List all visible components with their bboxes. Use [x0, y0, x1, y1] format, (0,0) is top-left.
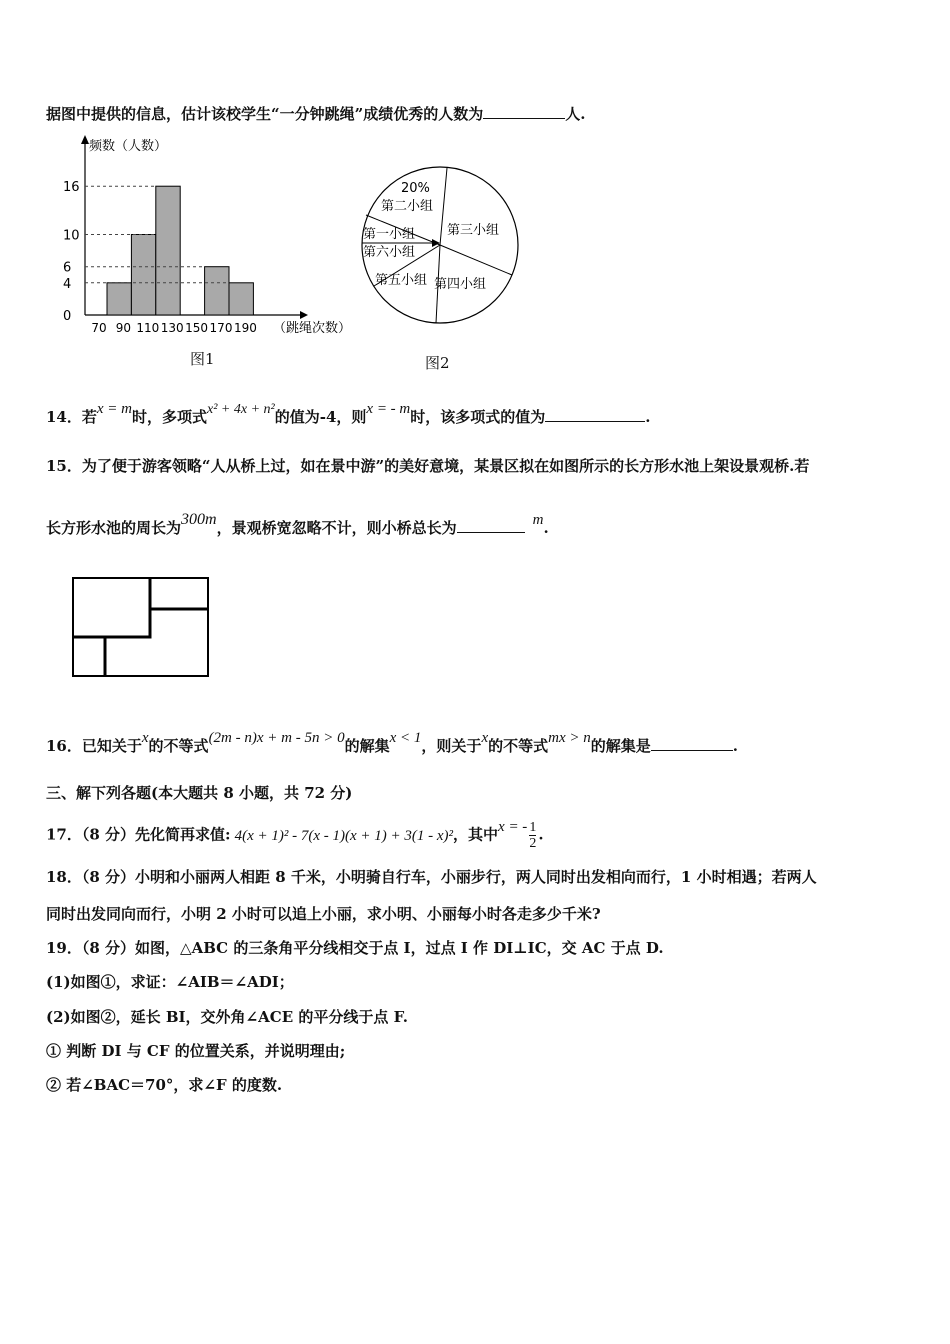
- histogram-bar: [156, 186, 180, 315]
- histogram-bar: [131, 235, 155, 316]
- histogram-figure: [55, 130, 375, 345]
- pie-group-label: 第四小组: [434, 277, 487, 292]
- question-18-line1: 18．（8 分）小明和小丽两人相距 8 千米，小明骑自行车，小丽步行，两人同时出发相向而行，1 小时相遇；若两人: [46, 868, 817, 886]
- answer-blank: [457, 518, 525, 533]
- y-tick-label: 0: [63, 309, 72, 324]
- question-19-line2: (1)如图①，求证：∠AIB＝∠ADI；: [46, 973, 294, 991]
- pie-figure: [355, 160, 525, 330]
- x-tick-label: 110: [136, 321, 160, 335]
- histogram-bar: [107, 283, 131, 315]
- question-17: 17．（8 分）先化简再求值: 4(x + 1)² - 7(x - 1)(x + 1) + 3(1 - x)²，其中x = - $\frac{1}{2}$ .: [46, 818, 544, 851]
- pie-divider: [440, 245, 512, 275]
- pie-chart: [362, 167, 518, 323]
- fraction: $\frac{1}{2}$: [529, 820, 537, 851]
- y-axis-label: 频数（人数）: [89, 139, 168, 154]
- question-16: 16．已知关于x的不等式(2m - n)x + m - 5n > 0的解集x < 1，则关于x的不等式mx > n的解集是 .: [46, 730, 738, 755]
- pie-group-label: 第六小组: [363, 245, 416, 260]
- intro-line: 据图中提供的信息，估计该校学生“一分钟跳绳”成绩优秀的人数为 人.: [46, 105, 586, 123]
- question-19-line3: (2)如图②，延长 BI，交外角∠ACE 的平分线于点 F.: [46, 1008, 408, 1026]
- histogram-chart: [63, 135, 351, 336]
- answer-blank: [651, 736, 733, 751]
- pie-group-label: 第二小组: [381, 199, 434, 214]
- question-15-line1: 15．为了便于游客领略“人从桥上过，如在景中游”的美好意境，某景区拟在如图所示的长方形水池上架设景观桥.若: [46, 457, 810, 475]
- x-tick-label: 130: [160, 321, 184, 335]
- histogram-bar: [205, 267, 229, 315]
- answer-blank: [483, 104, 565, 119]
- y-tick-label: 4: [63, 276, 72, 292]
- x-tick-label: 90: [115, 321, 132, 335]
- section-3-title: 三、解下列各题(本大题共 8 小题，共 72 分): [46, 784, 353, 802]
- x-axis-label: （跳绳次数）: [273, 321, 352, 336]
- question-19-line1: 19．（8 分）如图，△ABC 的三条角平分线相交于点 I，过点 I 作 DI⊥IC，交 AC 于点 D.: [46, 939, 664, 957]
- x-axis-arrow: [300, 311, 308, 319]
- pie-divider: [440, 168, 447, 245]
- x-tick-label: 150: [185, 321, 209, 335]
- pie-group-label: 第五小组: [375, 273, 428, 288]
- answer-blank: [545, 407, 645, 422]
- pie-group-label: 第一小组: [363, 227, 416, 242]
- figure1-caption: 图1: [190, 350, 215, 368]
- y-tick-label: 6: [63, 260, 72, 276]
- pool-diagram: [62, 572, 217, 682]
- pie-group-label: 第三小组: [447, 223, 500, 238]
- question-18-line2: 同时出发同向而行，小明 2 小时可以追上小丽，求小明、小丽每小时各走多少千米?: [46, 905, 601, 923]
- question-15-line2: 长方形水池的周长为300m，景观桥宽忽略不计，则小桥总长为 m.: [46, 511, 549, 537]
- pie-percent-label: 20%: [401, 181, 430, 196]
- y-tick-label: 16: [63, 180, 80, 196]
- x-tick-label: 190: [233, 321, 257, 335]
- x-tick-label: 170: [209, 321, 233, 335]
- y-axis-arrow: [81, 135, 89, 144]
- question-19-line4: ① 判断 DI 与 CF 的位置关系，并说明理由;: [46, 1042, 346, 1060]
- x-tick-label: 70: [91, 321, 107, 335]
- histogram-bar: [229, 283, 253, 315]
- y-tick-label: 10: [63, 228, 80, 244]
- question-14: 14．若x = m时，多项式x² + 4x + n²的值为-4，则x = - m时，该多项式的值为 .: [46, 401, 651, 426]
- figure2-caption: 图2: [425, 354, 450, 372]
- question-19-line5: ② 若∠BAC＝70°，求∠F 的度数.: [46, 1076, 283, 1094]
- bridge-path: [73, 609, 208, 637]
